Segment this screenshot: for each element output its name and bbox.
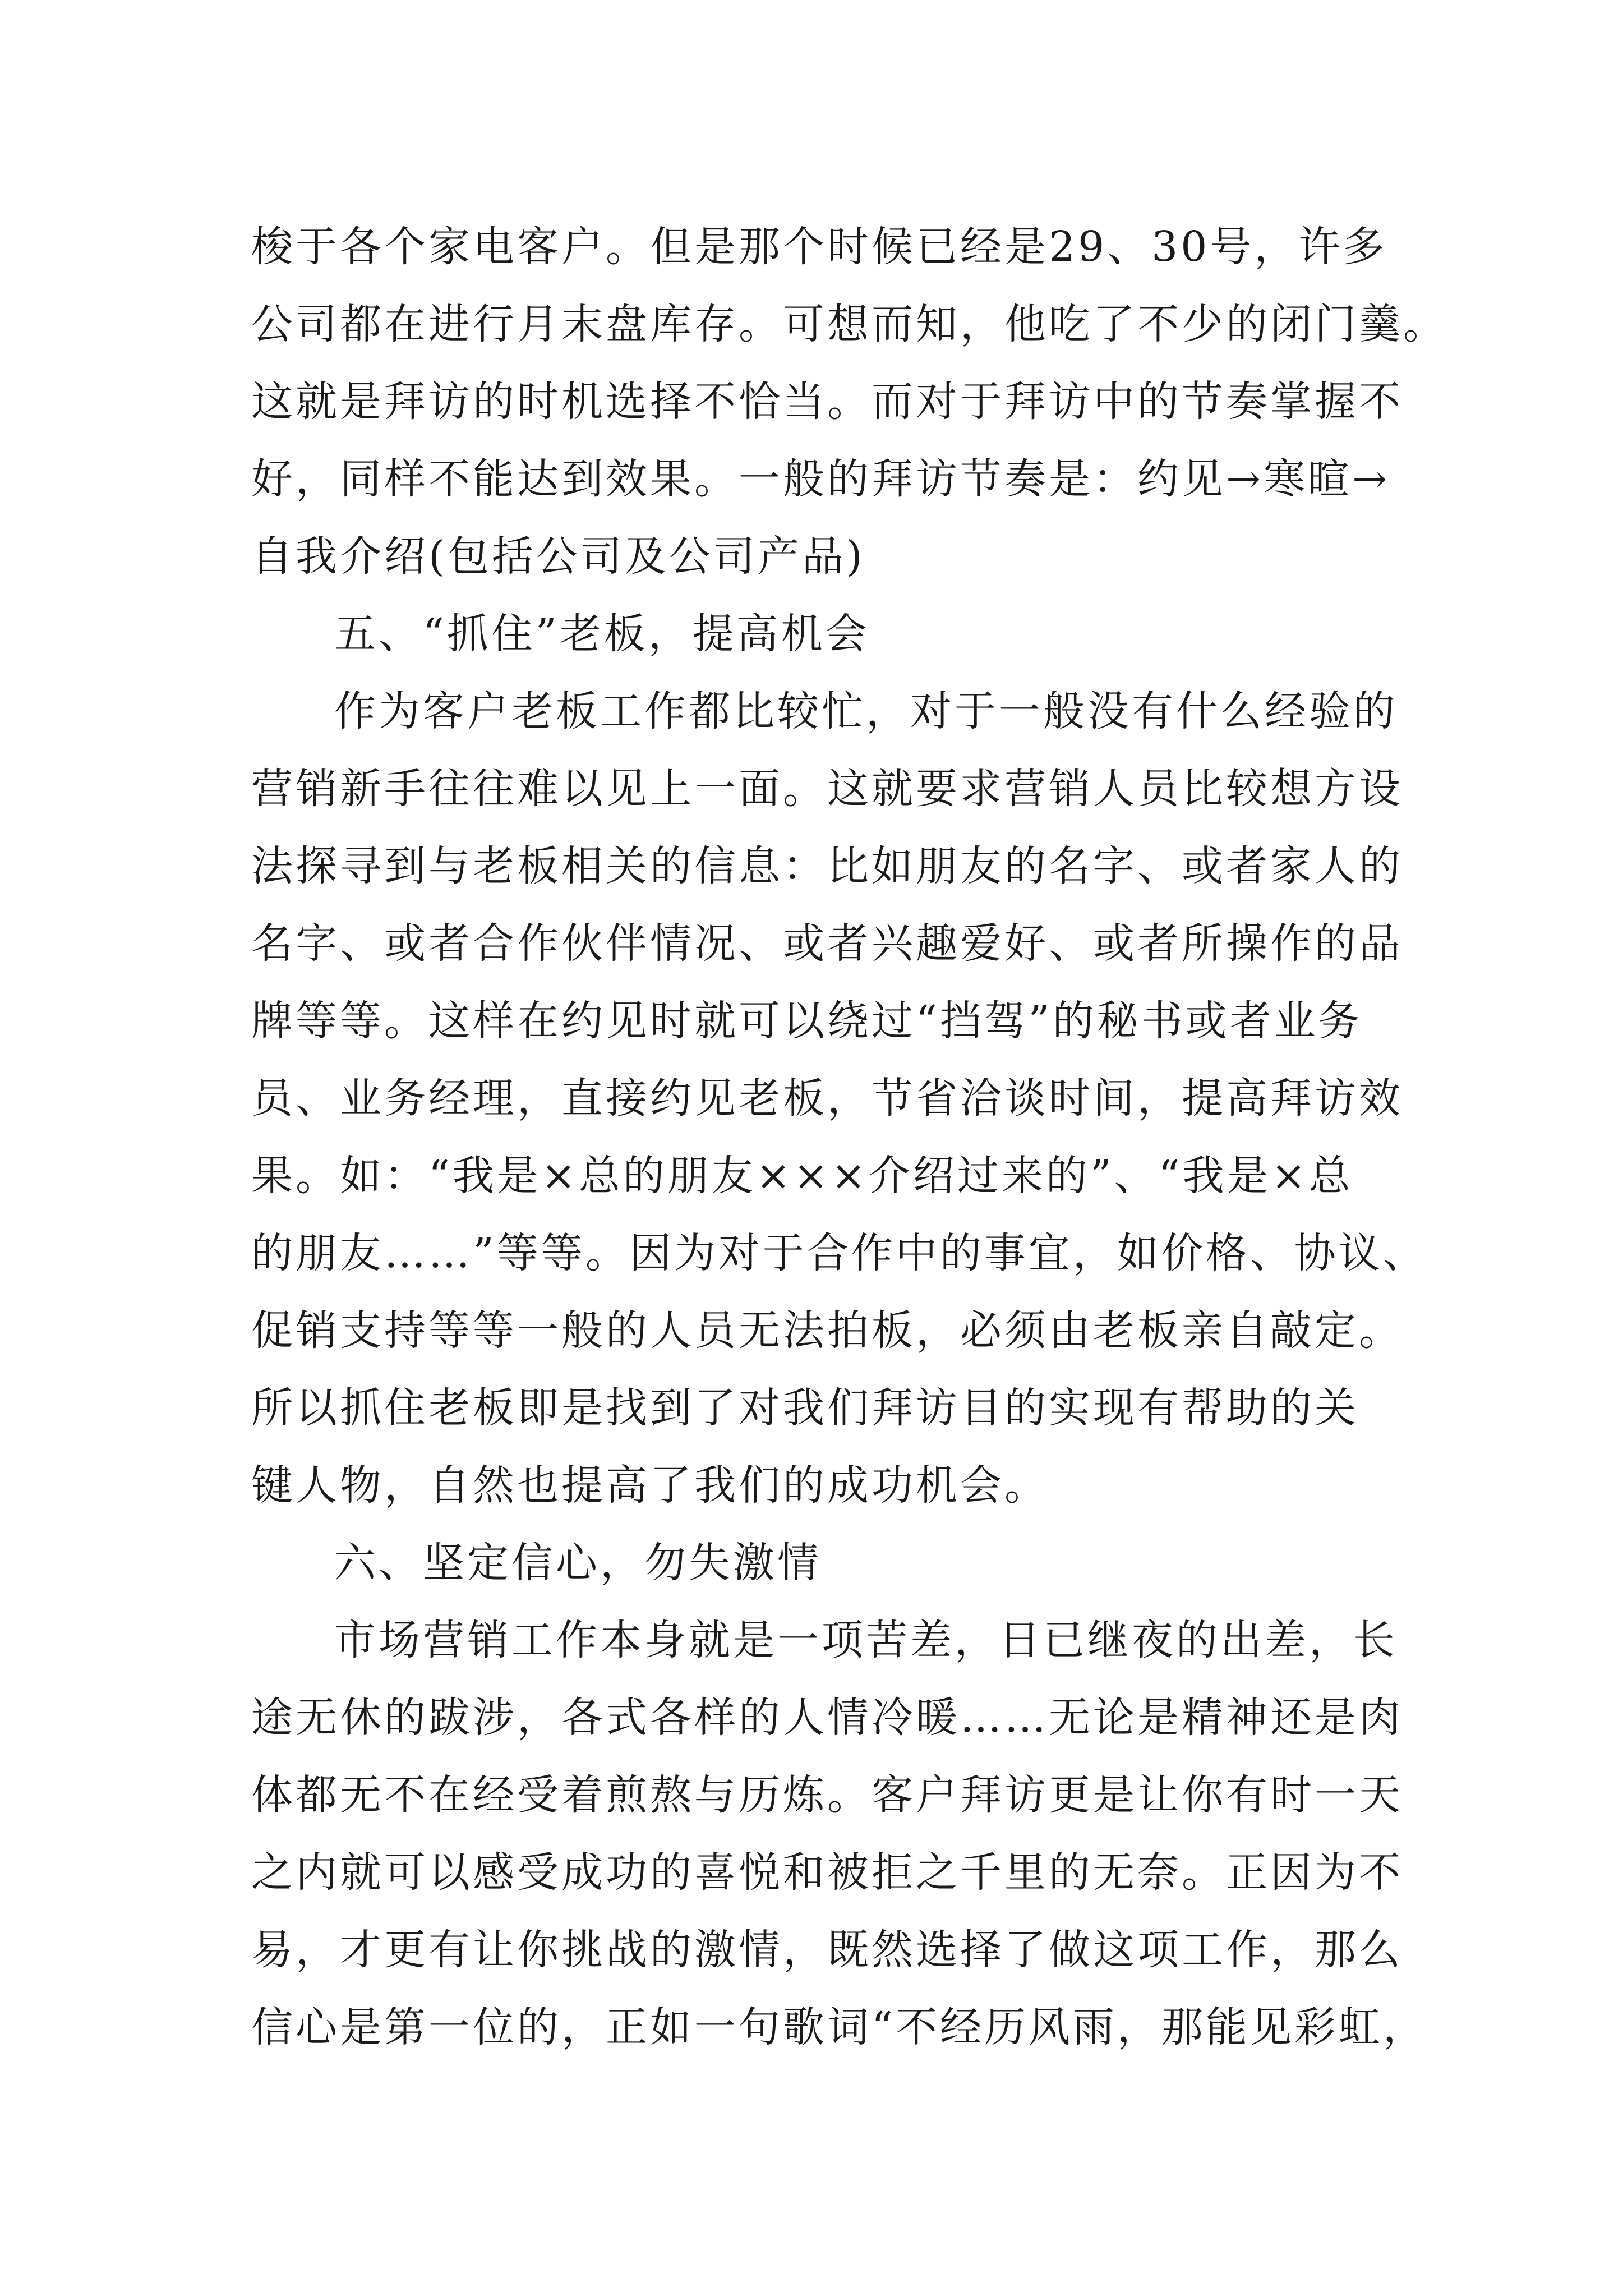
- text-line: 所以抓住老板即是找到了对我们拜访目的实现有帮助的关: [251, 1384, 1359, 1432]
- section-heading-5: 五、“抓住”老板，提高机会: [334, 610, 870, 658]
- text-line: 自我介绍(包括公司及公司产品): [251, 532, 865, 581]
- paragraph-first-line: 作为客户老板工作都比较忙，对于一般没有什么经验的: [334, 687, 1398, 735]
- text-line: 牌等等。这样在约见时就可以绕过“挡驾”的秘书或者业务: [251, 997, 1363, 1045]
- text-line: 这就是拜访的时机选择不恰当。而对于拜访中的节奏掌握不: [251, 378, 1403, 426]
- text-line: 好，同样不能达到效果。一般的拜访节奏是：约见→寒暄→: [251, 455, 1390, 503]
- text-line: 键人物，自然也提高了我们的成功机会。: [251, 1461, 1049, 1510]
- text-line: 之内就可以感受成功的喜悦和被拒之千里的无奈。正因为不: [251, 1848, 1403, 1897]
- text-line: 梭于各个家电客户。但是那个时候已经是29、30号，许多: [251, 223, 1387, 271]
- text-line: 公司都在进行月末盘库存。可想而知，他吃了不少的闭门羹。: [251, 300, 1447, 348]
- text-line: 易，才更有让你挑战的激情，既然选择了做这项工作，那么: [251, 1926, 1403, 1974]
- text-line: 信心是第一位的，正如一句歌词“不经历风雨，那能见彩虹，: [251, 2003, 1427, 2051]
- section-heading-6: 六、坚定信心，勿失激情: [334, 1539, 822, 1587]
- text-line: 体都无不在经受着煎熬与历炼。客户拜访更是让你有时一天: [251, 1771, 1403, 1819]
- text-line: 促销支持等等一般的人员无法拍板，必须由老板亲自敲定。: [251, 1306, 1403, 1355]
- text-line: 法探寻到与老板相关的信息：比如朋友的名字、或者家人的: [251, 842, 1403, 890]
- text-line: 营销新手往往难以见上一面。这就要求营销人员比较想方设: [251, 765, 1403, 813]
- paragraph-first-line: 市场营销工作本身就是一项苦差，日已继夜的出差，长: [334, 1616, 1398, 1664]
- text-line: 途无休的跋涉，各式各样的人情冷暖……无论是精神还是肉: [251, 1694, 1403, 1742]
- text-line: 的朋友……”等等。因为对于合作中的事宜，如价格、协议、: [251, 1229, 1427, 1277]
- text-line: 员、业务经理，直接约见老板，节省洽谈时间，提高拜访效: [251, 1074, 1403, 1122]
- text-line: 果。如：“我是×总的朋友×××介绍过来的”、“我是×总: [251, 1152, 1353, 1200]
- text-line: 名字、或者合作伙伴情况、或者兴趣爱好、或者所操作的品: [251, 919, 1403, 968]
